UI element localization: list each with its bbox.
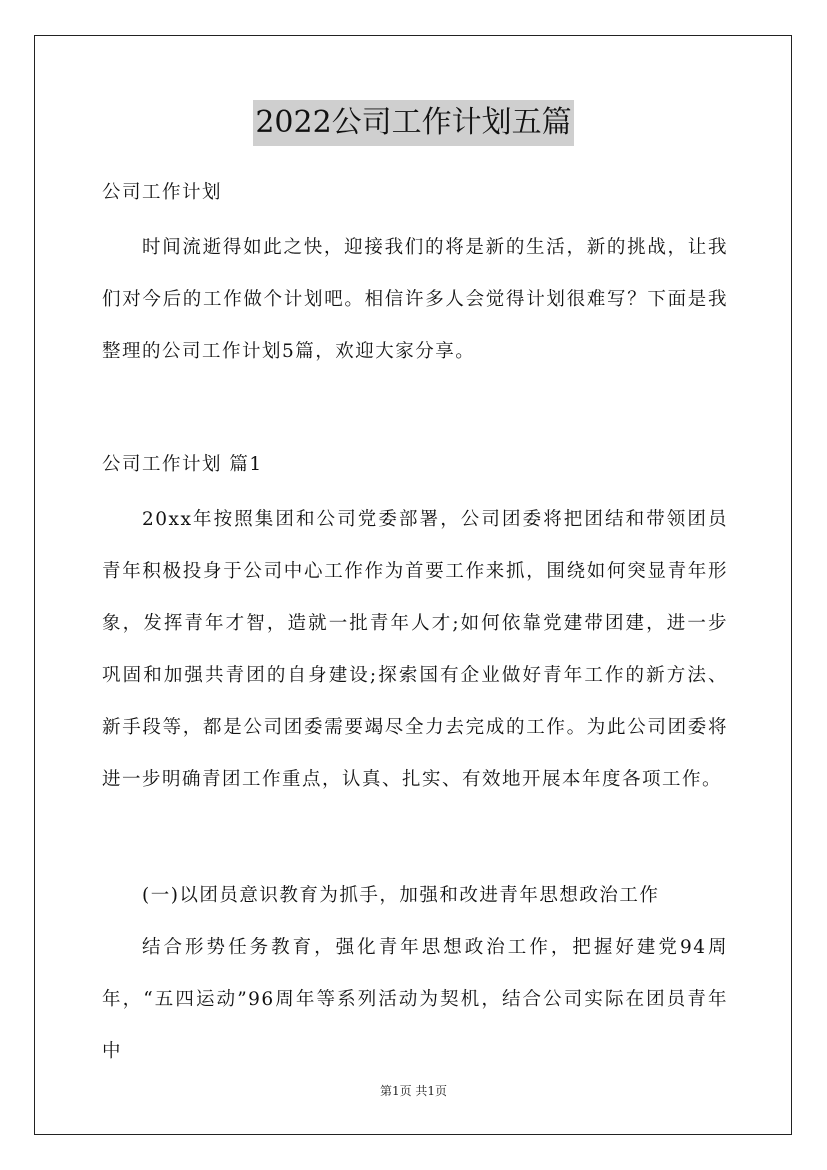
section1-heading: 公司工作计划 篇1 [102, 454, 263, 475]
page-footer: 第1页 共1页 [379, 1084, 448, 1098]
title-container [0, 100, 827, 146]
subheading-1: (一)以团员意识教育为抓手，加强和改进青年思想政治工作 [142, 885, 660, 906]
intro-heading: 公司工作计划 [102, 182, 223, 203]
document-title: 2022公司工作计划五篇 [253, 100, 573, 146]
subparagraph-1: 结合形势任务教育，强化青年思想政治工作，把握好建党94周年，“五四运动”96周年等系列活动为契机，结合公司实际在团员青年中 [102, 937, 728, 1062]
section1-paragraph: 20xx年按照集团和公司党委部署，公司团委将把团结和带领团员青年积极投身于公司中心工作作为首要工作来抓，围绕如何突显青年形象，发挥青年才智，造就一批青年人才;如何依靠党建带团建，进一步巩固和加强共青团的自身建设;探索国有企业做好青年工作的新方法、新手段等，都是公司团委需要竭尽全力去完成的工作。为此公司团委将进一步明确青团工作重点，认真、扎实、有效地开展本年度各项工作。 [102, 509, 728, 790]
intro-paragraph: 时间流逝得如此之快，迎接我们的将是新的生活，新的挑战，让我们对今后的工作做个计划吧。相信许多人会觉得计划很难写？下面是我整理的公司工作计划5篇，欢迎大家分享。 [102, 237, 728, 362]
